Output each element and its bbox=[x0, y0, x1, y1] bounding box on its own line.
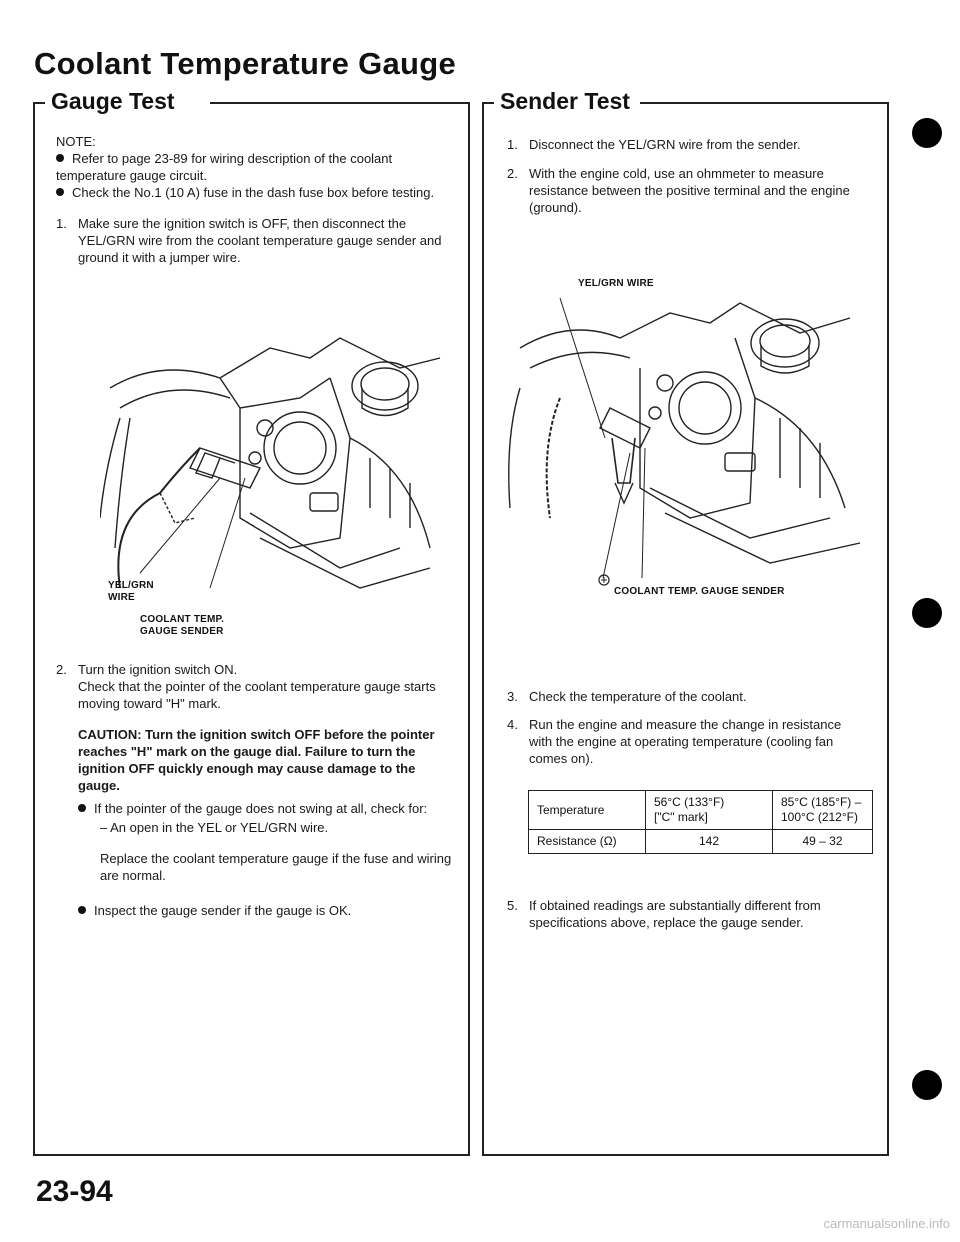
note-label: NOTE: bbox=[56, 134, 96, 149]
step-text: Check the temperature of the coolant. bbox=[529, 689, 747, 704]
page-number: 23-94 bbox=[36, 1175, 113, 1208]
table-row bbox=[529, 791, 873, 830]
sender-step-4 bbox=[507, 716, 867, 767]
table-row bbox=[529, 830, 873, 854]
sender-test-illustration bbox=[500, 288, 870, 588]
table-cell: 56°C (133°F) ["C" mark] bbox=[646, 791, 773, 830]
step-text: Check that the pointer of the coolant temperature gauge starts moving toward "H" mark. bbox=[78, 679, 436, 711]
sender-step-2 bbox=[507, 165, 867, 216]
step-text: Disconnect the YEL/GRN wire from the sender. bbox=[529, 137, 801, 152]
caution-text: CAUTION: Turn the ignition switch OFF before the pointer reaches "H" mark on the gauge dial. Failure to turn the ignition OFF quickly enough may cause damage to the gauge. bbox=[78, 727, 435, 793]
right-sender-label: COOLANT TEMP. GAUGE SENDER bbox=[614, 586, 785, 597]
step-number: 2. bbox=[56, 662, 67, 677]
step-text: Make sure the ignition switch is OFF, then disconnect the YEL/GRN wire from the coolant temperature gauge sender and ground it with a jumper wire. bbox=[78, 216, 442, 265]
table-cell: Temperature bbox=[529, 791, 646, 830]
sender-step-1 bbox=[507, 136, 867, 153]
bullet-replace: Replace the coolant temperature gauge if the fuse and wiring are normal. bbox=[100, 851, 452, 883]
gauge-test-rule-right bbox=[210, 102, 470, 104]
left-sender-label: COOLANT TEMP. GAUGE SENDER bbox=[140, 614, 225, 637]
table-cell: 49 – 32 bbox=[773, 830, 873, 854]
gauge-test-notes bbox=[56, 133, 451, 201]
section-tab-marker bbox=[912, 1070, 942, 1100]
bullet-dash: – An open in the YEL or YEL/GRN wire. bbox=[100, 820, 329, 835]
note-item: Refer to page 23-89 for wiring description of the coolant temperature gauge circuit. bbox=[56, 150, 451, 184]
sender-test-title: Sender Test bbox=[494, 88, 640, 115]
watermark: carmanualsonline.info bbox=[823, 1216, 950, 1231]
step-number: 5. bbox=[507, 898, 518, 913]
step-text: Turn the ignition switch ON. bbox=[78, 662, 238, 677]
step-text: With the engine cold, use an ohmmeter to measure resistance between the positive terminal and the engine (ground). bbox=[529, 166, 850, 215]
gauge-step-1 bbox=[56, 215, 451, 266]
page-title: Coolant Temperature Gauge bbox=[34, 46, 457, 81]
table-cell: Resistance (Ω) bbox=[529, 830, 646, 854]
gauge-bullet-2: Inspect the gauge sender if the gauge is OK. bbox=[78, 902, 452, 919]
sender-step-5 bbox=[507, 897, 867, 931]
gauge-test-title: Gauge Test bbox=[45, 88, 185, 115]
section-tab-marker bbox=[912, 118, 942, 148]
step-text: Run the engine and measure the change in resistance with the engine at operating temperature (cooling fan comes on). bbox=[529, 717, 842, 766]
step-text: If obtained readings are substantially different from specifications above, replace the gauge sender. bbox=[529, 898, 821, 930]
step-number: 1. bbox=[56, 216, 67, 231]
gauge-bullet-1: If the pointer of the gauge does not swing at all, check for: – An open in the YEL or YEL/GRN wire. Replace the coolant temperature gauge if the fuse and wiring are normal. bbox=[78, 800, 452, 884]
step-number: 2. bbox=[507, 166, 518, 181]
sender-test-rule-right bbox=[640, 102, 889, 104]
sender-step-3 bbox=[507, 688, 867, 705]
resistance-spec-table bbox=[528, 790, 873, 854]
section-tab-marker bbox=[912, 598, 942, 628]
gauge-step-2 bbox=[56, 661, 451, 712]
step-number: 4. bbox=[507, 717, 518, 732]
table-cell: 85°C (185°F) – 100°C (212°F) bbox=[773, 791, 873, 830]
gauge-test-illustration bbox=[100, 318, 450, 608]
left-wire-label: YEL/GRN WIRE bbox=[108, 580, 154, 603]
step-number: 1. bbox=[507, 137, 518, 152]
right-wire-label: YEL/GRN WIRE bbox=[578, 278, 654, 289]
step-number: 3. bbox=[507, 689, 518, 704]
sender-test-panel bbox=[482, 102, 889, 1156]
table-cell: 142 bbox=[646, 830, 773, 854]
note-item: Check the No.1 (10 A) fuse in the dash fuse box before testing. bbox=[56, 184, 451, 201]
